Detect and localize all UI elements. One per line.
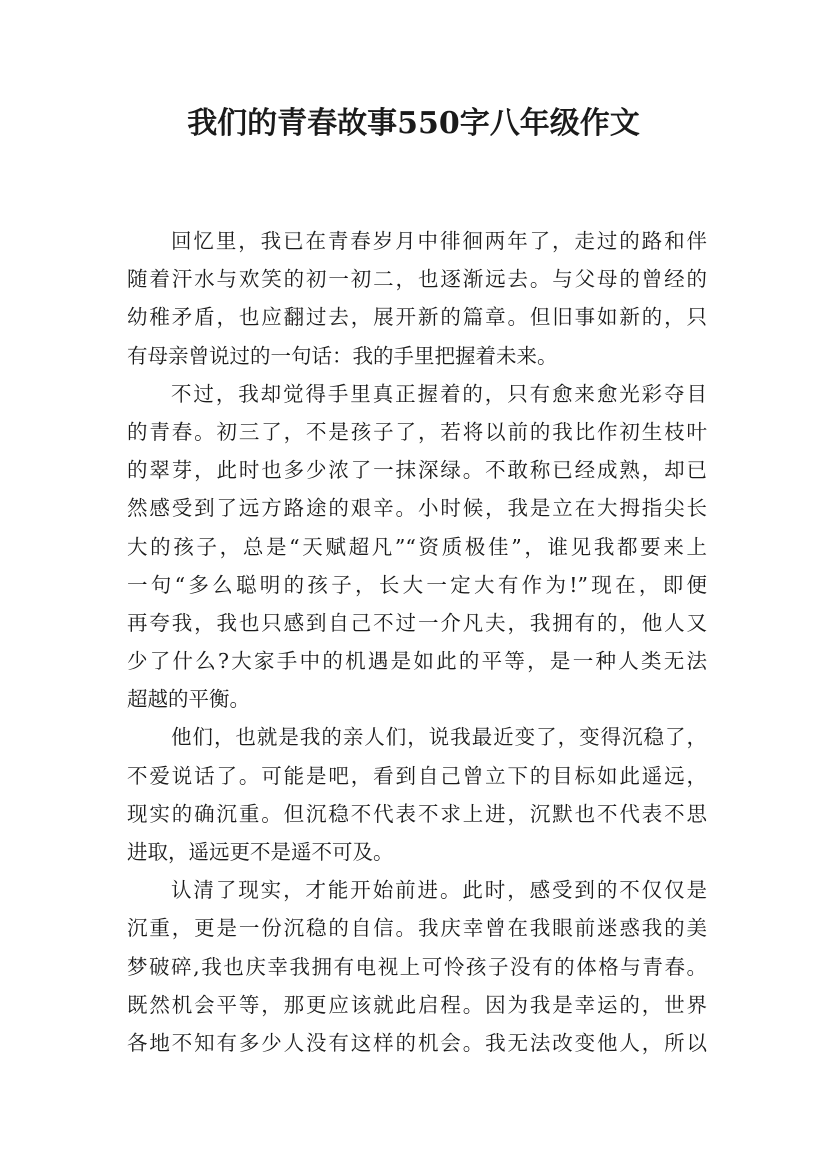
- body-text-line: 现实的确沉重。但沉稳不代表不求上进，沉默也不代表不思: [127, 801, 707, 826]
- body-text-line: 梦破碎,我也庆幸我拥有电视上可怜孩子没有的体格与青春。: [127, 954, 707, 979]
- body-text-line: 随着汗水与欢笑的初一初二，也逐渐远去。与父母的曾经的: [127, 267, 707, 292]
- body-text-line: 各地不知有多少人没有这样的机会。我无法改变他人，所以: [127, 1030, 707, 1055]
- body-text-line: 认清了现实，才能开始前进。此时，感受到的不仅仅是: [171, 878, 707, 903]
- document-title: 我们的青春故事550字八年级作文: [187, 106, 640, 141]
- body-text-line: 进取，遥远更不是遥不可及。: [127, 840, 394, 864]
- body-text-line: 不爱说话了。可能是吧，看到自己曾立下的目标如此遥远，: [127, 763, 707, 788]
- body-text-line: 的翠芽，此时也多少浓了一抹深绿。不敢称已经成熟，却已: [127, 458, 707, 483]
- body-text-line: 沉重，更是一份沉稳的自信。我庆幸曾在我眼前迷惑我的美: [127, 916, 707, 941]
- body-text-line: 再夸我，我也只感到自己不过一介凡夫，我拥有的，他人又: [127, 610, 707, 635]
- document-body: [127, 222, 707, 1062]
- body-text-line: 大的孩子，总是“天赋超凡”“资质极佳”，谁见我都要来上: [127, 534, 707, 559]
- body-text-line: 既然机会平等，那更应该就此启程。因为我是幸运的，世界: [127, 992, 707, 1017]
- body-text-line: 有母亲曾说过的一句话：我的手里把握着未来。: [127, 343, 558, 368]
- body-text-line: 少了什么?大家手中的机遇是如此的平等，是一种人类无法: [127, 649, 707, 674]
- body-text-line: 回忆里，我已在青春岁月中徘徊两年了，走过的路和伴: [171, 229, 707, 253]
- body-text-line: 然感受到了远方路途的艰辛。小时候，我是立在大拇指尖长: [127, 496, 707, 521]
- body-text-line: 幼稚矛盾，也应翻过去，展开新的篇章。但旧事如新的，只: [127, 305, 707, 330]
- body-text-line: 的青春。初三了，不是孩子了，若将以前的我比作初生枝叶: [127, 419, 707, 444]
- body-text-line: 不过，我却觉得手里真正握着的，只有愈来愈光彩夺目: [171, 381, 707, 406]
- body-text-line: 一句“多么聪明的孩子，长大一定大有作为!”现在，即便: [127, 572, 707, 597]
- body-text-line: 超越的平衡。: [127, 687, 250, 712]
- body-text-line: 他们，也就是我的亲人们，说我最近变了，变得沉稳了，: [171, 725, 707, 750]
